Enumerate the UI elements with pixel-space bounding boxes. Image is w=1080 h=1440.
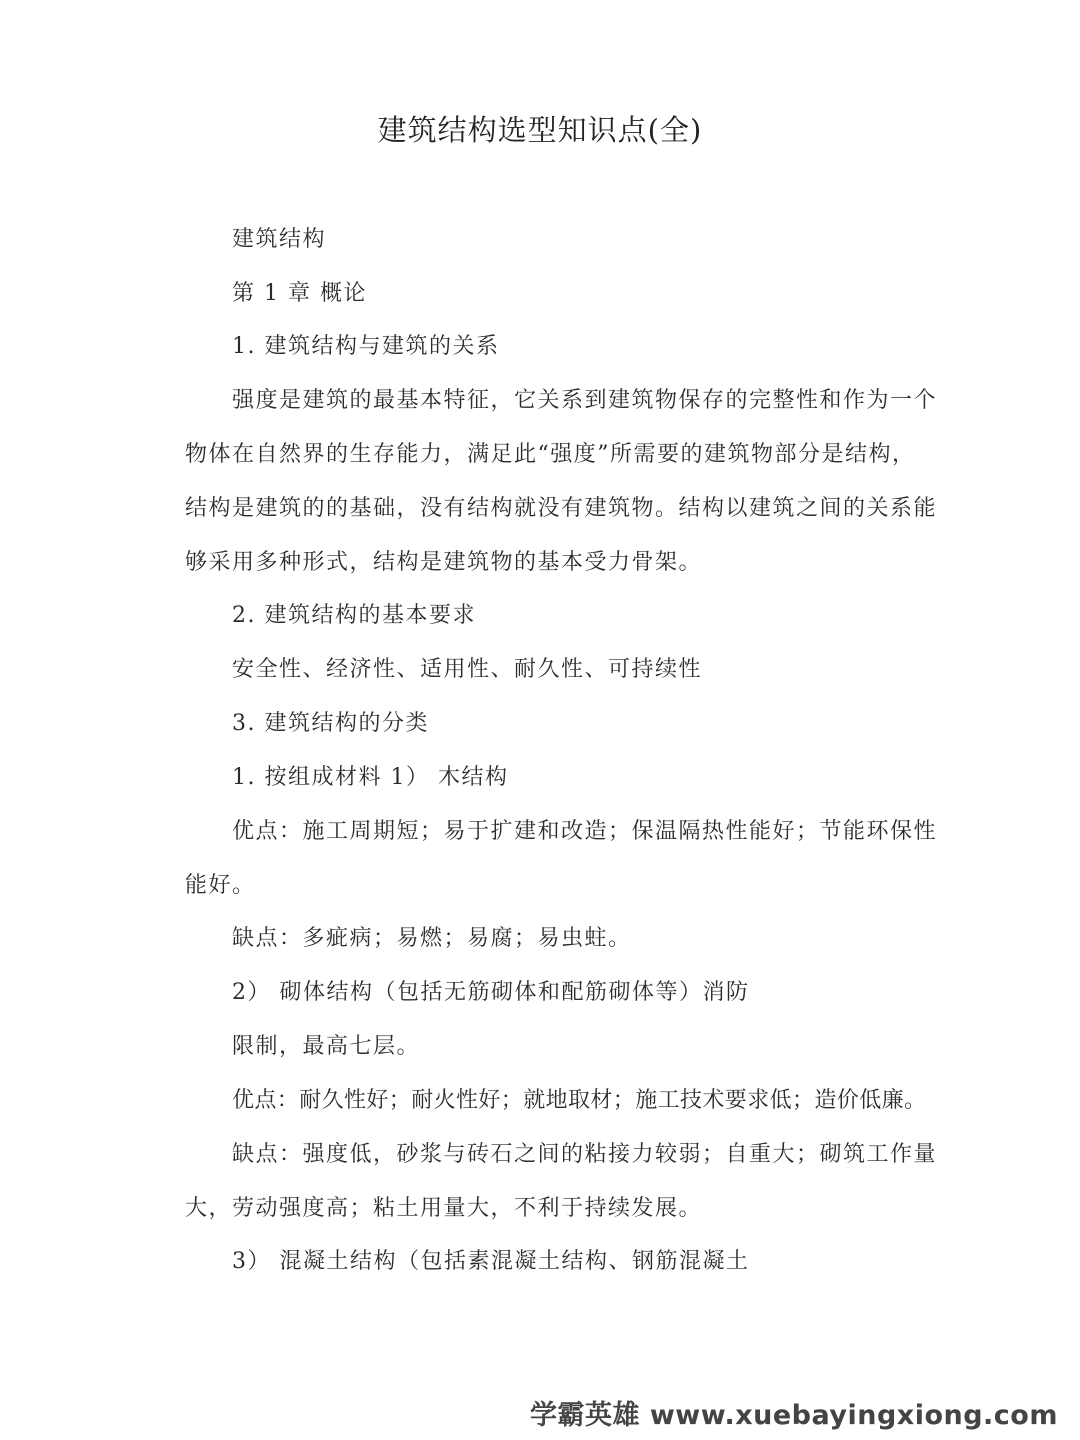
masonry-heading: 2） 砌体结构（包括无筋砌体和配筋砌体等）消防 — [232, 980, 750, 1005]
paragraph-line-1: 强度是建筑的最基本特征，它关系到建筑物保存的完整性和作为一个 — [232, 388, 938, 413]
timber-disadvantages: 缺点：多疵病；易燃；易腐；易虫蛀。 — [232, 926, 632, 951]
paragraph-line-2: 物体在自然界的生存能力，满足此“强度”所需要的建筑物部分是结构， — [185, 442, 916, 467]
masonry-limit: 限制，最高七层。 — [232, 1034, 421, 1059]
chapter-heading: 第 1 章 概论 — [232, 281, 367, 306]
section-heading-building-structure: 建筑结构 — [232, 227, 327, 252]
masonry-disadvantages-line-2: 大，劳动强度高；粘土用量大，不利于持续发展。 — [185, 1196, 703, 1221]
subsection-heading-2: 2. 建筑结构的基本要求 — [232, 603, 476, 628]
requirements-list: 安全性、经济性、适用性、耐久性、可持续性 — [232, 657, 703, 682]
timber-advantages-line-1: 优点：施工周期短；易于扩建和改造；保温隔热性能好；节能环保性 — [232, 819, 938, 844]
material-classification: 1. 按组成材料 1） 木结构 — [232, 765, 509, 790]
paragraph-line-4: 够采用多种形式，结构是建筑物的基本受力骨架。 — [185, 550, 703, 575]
paragraph-line-3: 结构是建筑的的基础，没有结构就没有建筑物。结构以建筑之间的关系能 — [185, 496, 938, 521]
site-watermark: 学霸英雄 www.xuebayingxiong.com — [529, 1400, 1058, 1431]
subsection-heading-3: 3. 建筑结构的分类 — [232, 711, 429, 736]
masonry-disadvantages-line-1: 缺点：强度低，砂浆与砖石之间的粘接力较弱；自重大；砌筑工作量 — [232, 1142, 938, 1167]
masonry-advantages: 优点：耐久性好；耐火性好；就地取材；施工技术要求低；造价低廉。 — [232, 1088, 927, 1113]
document-title: 建筑结构选型知识点(全) — [377, 113, 703, 147]
subsection-heading-1: 1. 建筑结构与建筑的关系 — [232, 334, 500, 359]
timber-advantages-line-2: 能好。 — [185, 873, 256, 898]
concrete-heading: 3） 混凝土结构（包括素混凝土结构、钢筋混凝土 — [232, 1249, 750, 1274]
